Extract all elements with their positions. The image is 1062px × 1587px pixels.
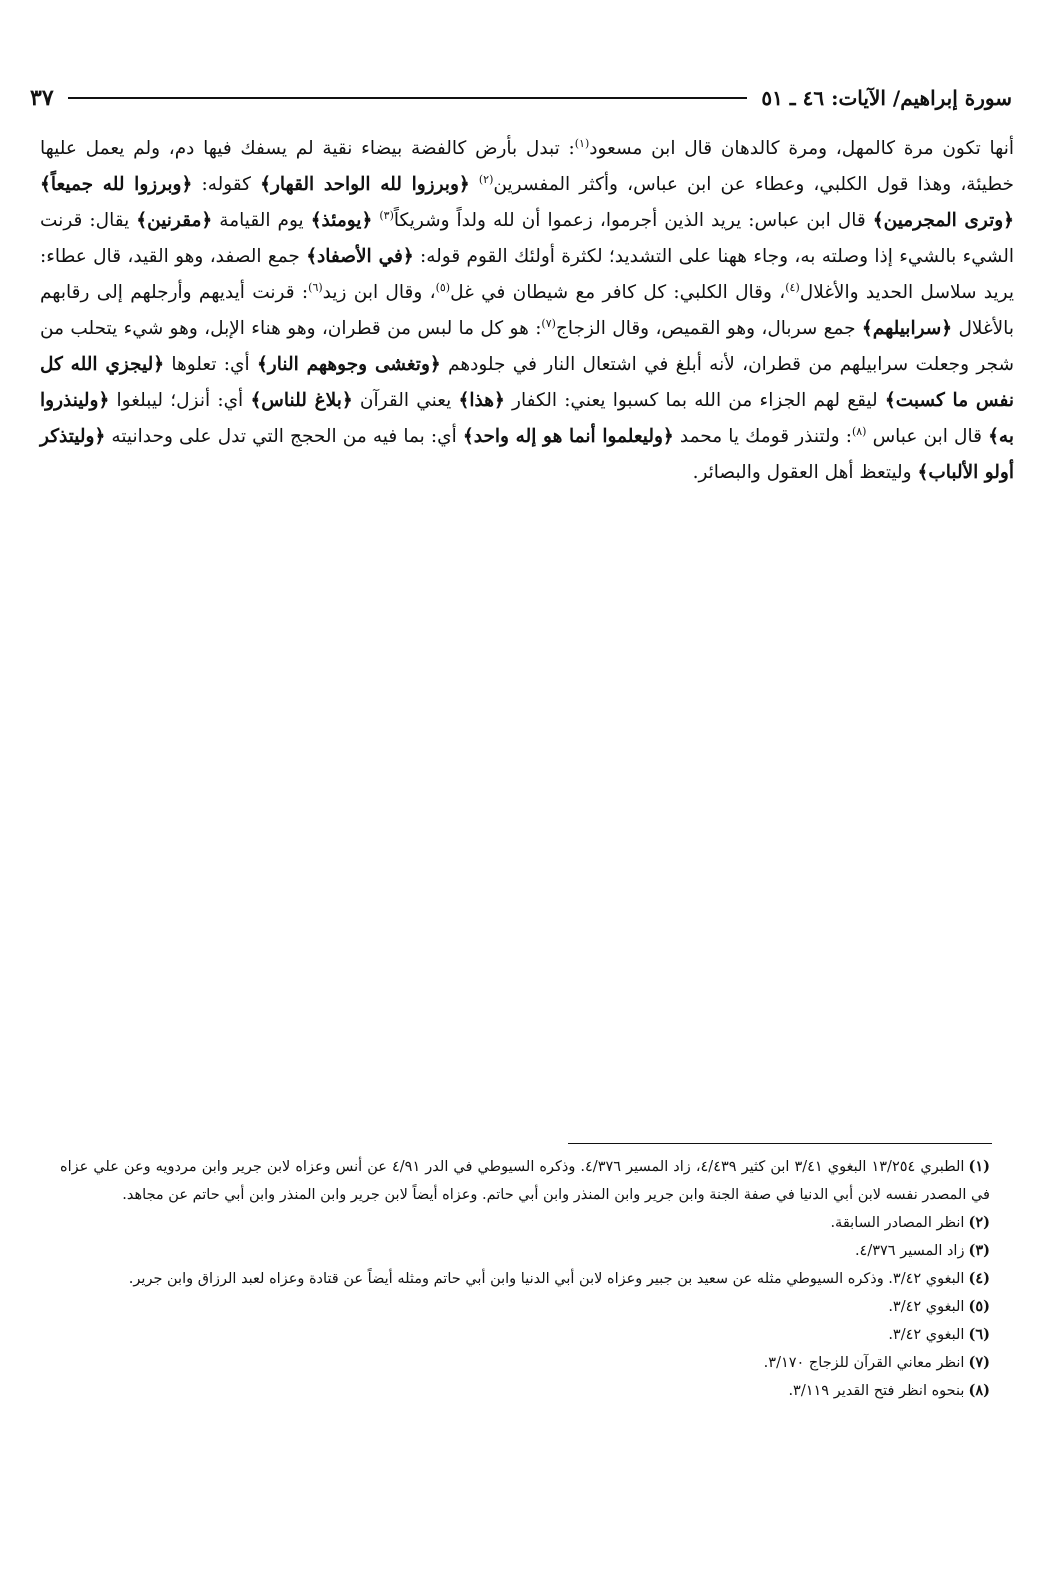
footnote-text: البغوي ٣/٤٢. [888,1327,965,1343]
text-run: كقوله: [192,174,261,195]
quran-quote: ﴿بلاغ للناس﴾ [250,390,353,411]
text-run: ليقع لهم الجزاء من الله بما كسبوا يعني: الكفار [504,390,885,411]
footnote-number: (٨) [968,1382,990,1399]
footnote-ref: (٥) [435,280,451,294]
footnote [60,1265,990,1293]
footnote-number: (٧) [968,1354,990,1371]
footnote-ref: (١) [574,136,590,150]
footnote-number: (٥) [968,1298,990,1315]
quran-quote: ﴿ليجزي الله كل نفس ما كسبت﴾ [40,354,1014,411]
text-run: يقال: قرنت الشيء بالشيء إذا وصلته به، وجاء ههنا على التشديد؛ لكثرة أولئك القوم قوله: [40,210,1014,267]
quran-quote: ﴿يومئذ﴾ [310,210,373,231]
text-run [470,174,479,195]
commentary-text [40,131,1014,491]
quran-quote: ﴿ولينذروا به﴾ [40,390,1014,447]
text-run: أنها تكون مرة كالمهل، ومرة كالدهان قال ابن مسعود [589,138,1014,159]
footnote-ref: (٦) [308,280,323,294]
footnote [60,1293,990,1321]
text-run: أي: بما فيه من الحجج التي تدل على وحدانيته [105,426,463,447]
footnote-ref: (٨) [851,424,867,438]
footnote-number: (٢) [968,1214,990,1231]
footnote-text: انظر معاني القرآن للزجاج ٣/١٧٠. [763,1355,965,1371]
footnote [60,1153,990,1209]
text-run: وليتعظ أهل العقول والبصائر. [692,462,918,483]
quran-quote: ﴿وليعلموا أنما هو إله واحد﴾ [462,426,674,447]
footnote-separator [568,1143,992,1144]
footnote-number: (٤) [968,1270,990,1287]
text-run: ، وقال الكلبي: كل كافر مع شيطان في غل [450,282,786,303]
quran-quote: ﴿هذا﴾ [458,390,505,411]
quran-quote: ﴿وبرزوا لله الواحد القهار﴾ [260,174,470,195]
text-run: قال ابن عباس: يريد الذين أجرموا، زعموا أن لله ولداً وشريكاً [393,210,873,231]
text-run: أي: تعلوها [164,354,257,375]
footnote-text: البغوي ٣/٤٢. [888,1299,965,1315]
footnote-ref: (٤) [785,280,800,294]
quran-quote: ﴿وبرزوا لله جميعاً﴾ [40,174,193,195]
footnote-text: انظر المصادر السابقة. [830,1215,965,1231]
footnotes [60,1153,990,1405]
text-run: جمع سربال، وهو القميص، وقال الزجاج [555,318,862,339]
footnote-number: (١) [968,1158,990,1175]
footnote [60,1237,990,1265]
commentary-paragraph [40,131,1014,491]
text-run: : ولتنذر قومك يا محمد [673,426,852,447]
footnote [60,1321,990,1349]
footnote-text: البغوي ٣/٤٢. وذكره السيوطي مثله عن سعيد بن جبير وعزاه لابن أبي الدنيا وابن أبي حاتم ومثله أيضاً عن قتادة وعزاه لعبد الرزاق وابن جرير. [128,1271,965,1287]
quran-quote: ﴿في الأصفاد﴾ [306,246,414,267]
footnote [60,1209,990,1237]
footnote-ref: (٢) [478,172,494,186]
footnote-ref: (٣) [379,208,394,222]
footnote-number: (٦) [968,1326,990,1343]
footnote-text: الطبري ١٣/٢٥٤ البغوي ٣/٤١ ابن كثير ٤/٤٣٩، زاد المسير ٤/٣٧٦. وذكره السيوطي في الدر ٤/٩١ عن أنس وعزاه لابن جرير وابن مردويه وعن علي عزاه في المصدر نفسه لابن أبي الدنيا في صفة الجنة وابن جرير وابن المنذر وابن أبي حاتم. وعزاه أيضاً لابن جرير وابن المنذر وابن أبي حاتم عن مجاهد. [60,1159,990,1203]
text-run: جمع الصفد، وهو القيد، قال عطاء: يريد سلاسل الحديد والأغلال [40,246,1015,303]
quran-quote: ﴿سرابيلهم﴾ [861,318,953,339]
text-run: : تبدل بأرض كالفضة بيضاء نقية لم يسفك فيها دم، ولم يعمل عليها خطيئة، وهذا قول الكلبي، وعطاء عن ابن عباس، وأكثر المفسرين [40,138,1014,195]
footnote [60,1377,990,1405]
quran-quote: ﴿وليتذكر أولو الألباب﴾ [40,426,1014,483]
text-run: ، وقال ابن زيد [322,282,436,303]
running-header [30,80,1012,116]
text-run: قال ابن عباس [866,426,989,447]
quran-quote: ﴿مقرنين﴾ [136,210,213,231]
footnote-text: زاد المسير ٤/٣٧٦. [854,1243,965,1259]
text-run: يعني القرآن [352,390,459,411]
text-run: : هو كل ما لبس من قطران، وهو هناء الإبل، وهو شيء يتحلب من شجر وجعلت سرابيلهم من قطران، لأنه أبلغ في اشتعال النار في جلودهم [40,318,1014,375]
quran-quote: ﴿وترى المجرمين﴾ [872,210,1015,231]
footnote-ref: (٧) [541,316,556,330]
footnote-text: بنحوه انظر فتح القدير ٣/١١٩. [788,1383,965,1399]
surah-title: سورة إبراهيم/ الآيات: ٤٦ ـ ٥١ [761,86,1012,110]
footnote [60,1349,990,1377]
text-run: أي: أنزل؛ ليبلغوا [109,390,251,411]
quran-quote: ﴿وتغشى وجوههم النار﴾ [256,354,441,375]
footnote-number: (٣) [968,1242,990,1259]
page-number: ٣٧ [30,85,54,111]
text-run: يوم القيامة [212,210,311,231]
text-run: : قرنت أيديهم وأرجلهم إلى رقابهم بالأغلال [40,282,1014,339]
header-rule [68,97,748,99]
